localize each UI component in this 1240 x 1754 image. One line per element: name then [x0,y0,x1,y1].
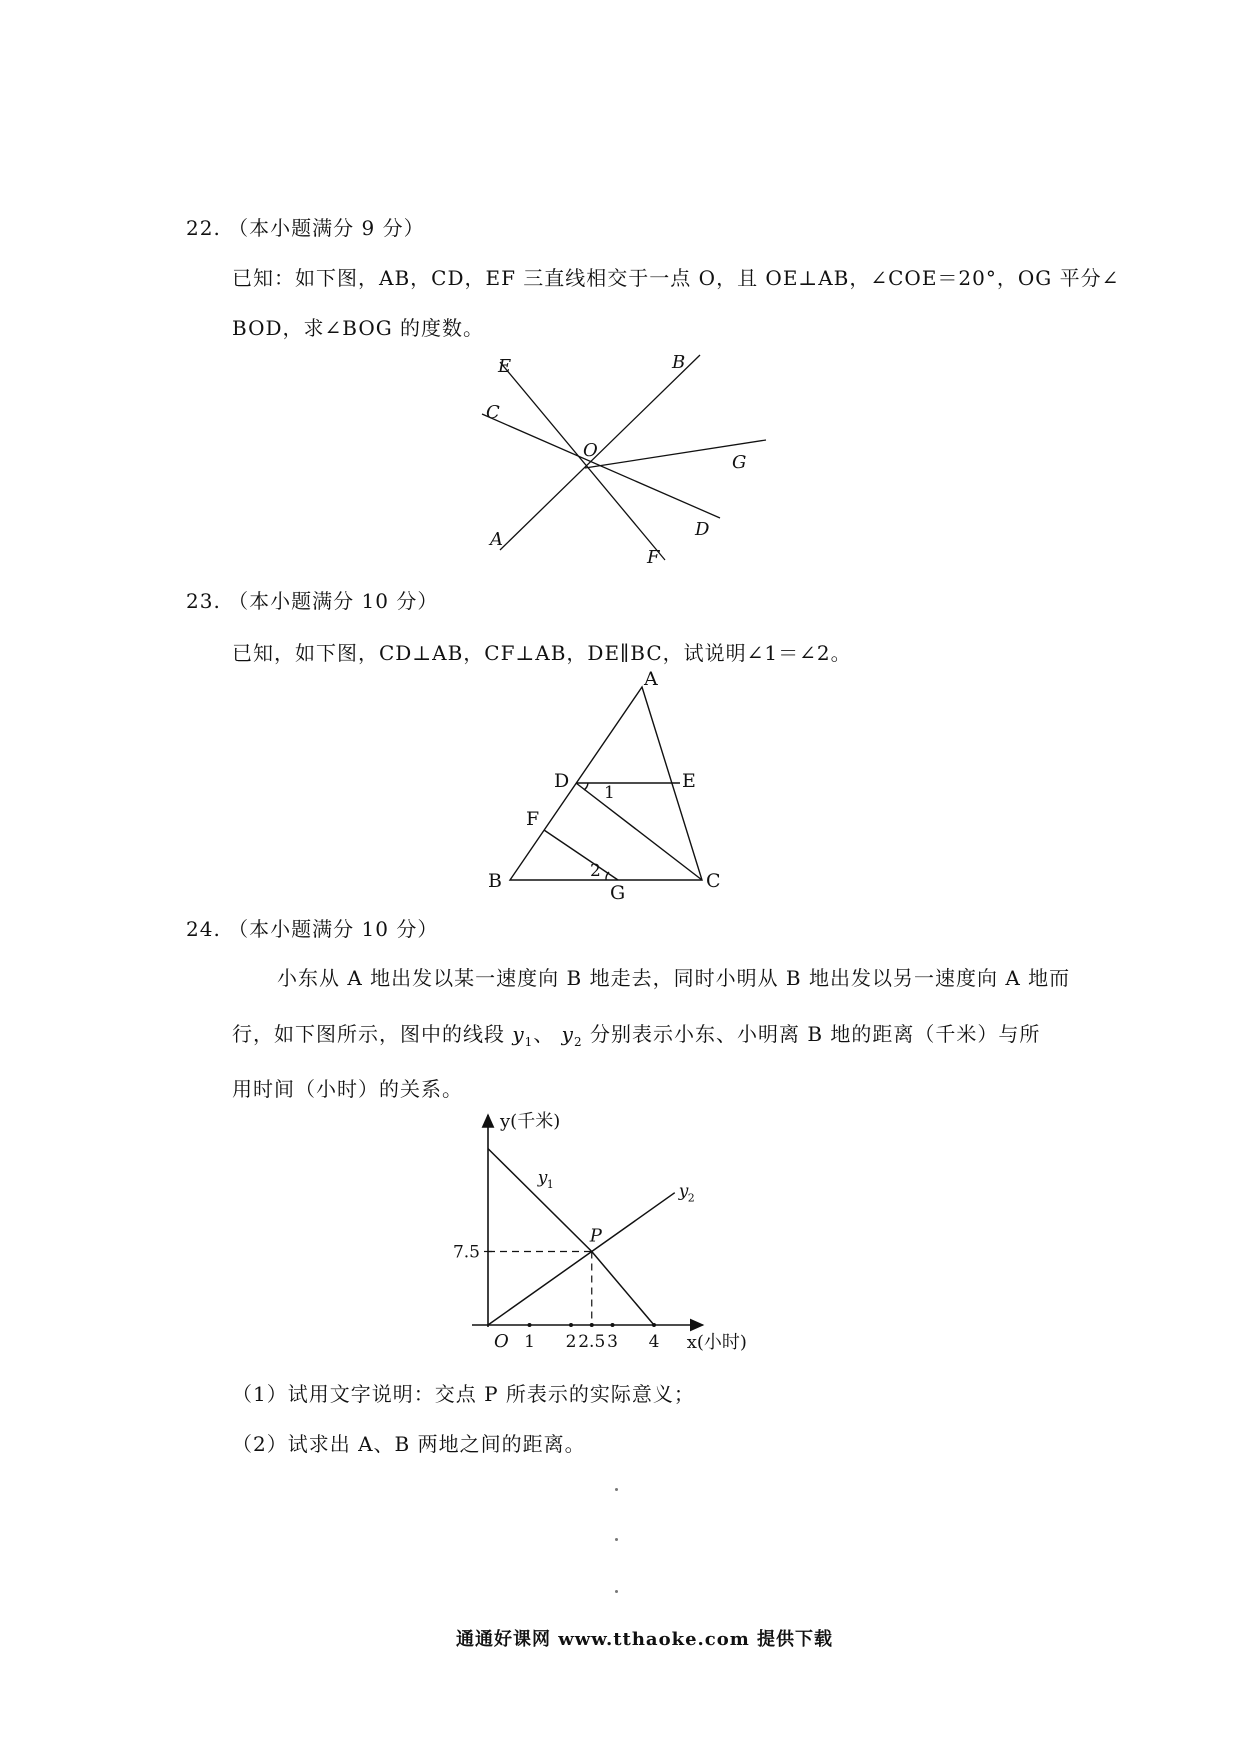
label-d: D [695,519,710,540]
x-tick-label: 2 [565,1332,577,1352]
q24-y2-subscript: 2 [573,1035,583,1049]
q24-header: 24. （本小题满分 10 分） [186,917,439,941]
label-f: F [526,808,540,830]
label-o: O [583,440,598,461]
scan-speck [615,1538,618,1541]
label-c: C [706,870,721,892]
point-p-label: P [589,1225,602,1247]
series-label-1-sub: 1 [546,1177,554,1191]
q22-text-line1: 已知：如下图，AB，CD，EF 三直线相交于一点 O，且 OE⊥AB，∠COE＝20°，OG 平分∠ [232,266,1120,290]
label-a: A [490,529,503,550]
label-b: B [488,870,502,892]
scan-speck [615,1488,618,1491]
x-tick-label: 3 [607,1332,618,1352]
x-tick-mark [611,1323,615,1327]
line-ef [500,362,665,560]
origin-label: O [494,1331,509,1352]
q24-text-line2 [232,1018,1040,1049]
label-a: A [644,668,658,690]
scan-speck [615,1590,618,1593]
q24-y1-subscript: 1 [524,1035,534,1049]
segment-fg [544,830,618,880]
y-axis-label: y(千米) [500,1111,561,1132]
q24-sub1: （1）试用文字说明：交点 P 所表示的实际意义； [232,1382,695,1406]
label-d: D [554,770,570,792]
angle-2-arc [606,872,609,880]
series-label-1: y [537,1167,548,1188]
x-tick-label: 2.5 [578,1332,606,1352]
q24-text-line1: 小东从 A 地出发以某一速度向 B 地走去，同时小明从 B 地出发以另一速度向 A 地而 [277,966,1071,990]
q24-line2-start: 行，如下图所示，图中的线段 [232,1022,513,1046]
series-label-2-sub: 2 [687,1191,695,1205]
label-angle-1: 1 [604,783,615,803]
label-e: E [682,770,696,792]
q24-y2-symbol: y [561,1022,574,1046]
q23-text-line1: 已知，如下图，CD⊥AB，CF⊥AB，DE∥BC，试说明∠1＝∠2。 [232,641,852,665]
q23-header: 23. （本小题满分 10 分） [186,589,439,613]
x-axis-label: x(小时) [686,1332,747,1353]
angle-1-arc [584,783,588,790]
q24-line2-sep: 、 [533,1022,562,1046]
label-c: C [486,402,500,423]
line-ab [500,355,700,550]
q22-header: 22. （本小题满分 9 分） [186,216,425,240]
q23-figure [480,665,760,900]
q24-chart [430,1105,800,1365]
footer-source: 通通好课网 www.tthaoke.com 提供下载 [456,1629,834,1650]
q24-line2-end: 分别表示小东、小明离 B 地的距离（千米）与所 [582,1022,1041,1046]
x-tick-label: 4 [648,1332,660,1352]
q24-text-line3: 用时间（小时）的关系。 [232,1077,463,1101]
label-e: E [498,356,512,377]
q22-text-line2: BOD，求∠BOG 的度数。 [232,316,485,340]
x-tick-label: 1 [524,1332,535,1352]
label-g: G [732,452,747,473]
label-b: B [672,352,686,373]
q22-figure [470,350,780,575]
q24-sub2: （2）试求出 A、B 两地之间的距离。 [232,1432,586,1456]
q24-y1-symbol: y [512,1022,525,1046]
label-g: G [610,882,626,900]
series-line-2 [488,1193,675,1325]
series-line-1 [488,1149,654,1325]
label-f: F [647,547,660,568]
y-tick-label: 7.5 [452,1242,480,1263]
x-tick-mark [528,1323,532,1327]
x-tick-mark [569,1323,573,1327]
series-label-2: y [678,1181,689,1202]
label-angle-2: 2 [590,861,601,881]
